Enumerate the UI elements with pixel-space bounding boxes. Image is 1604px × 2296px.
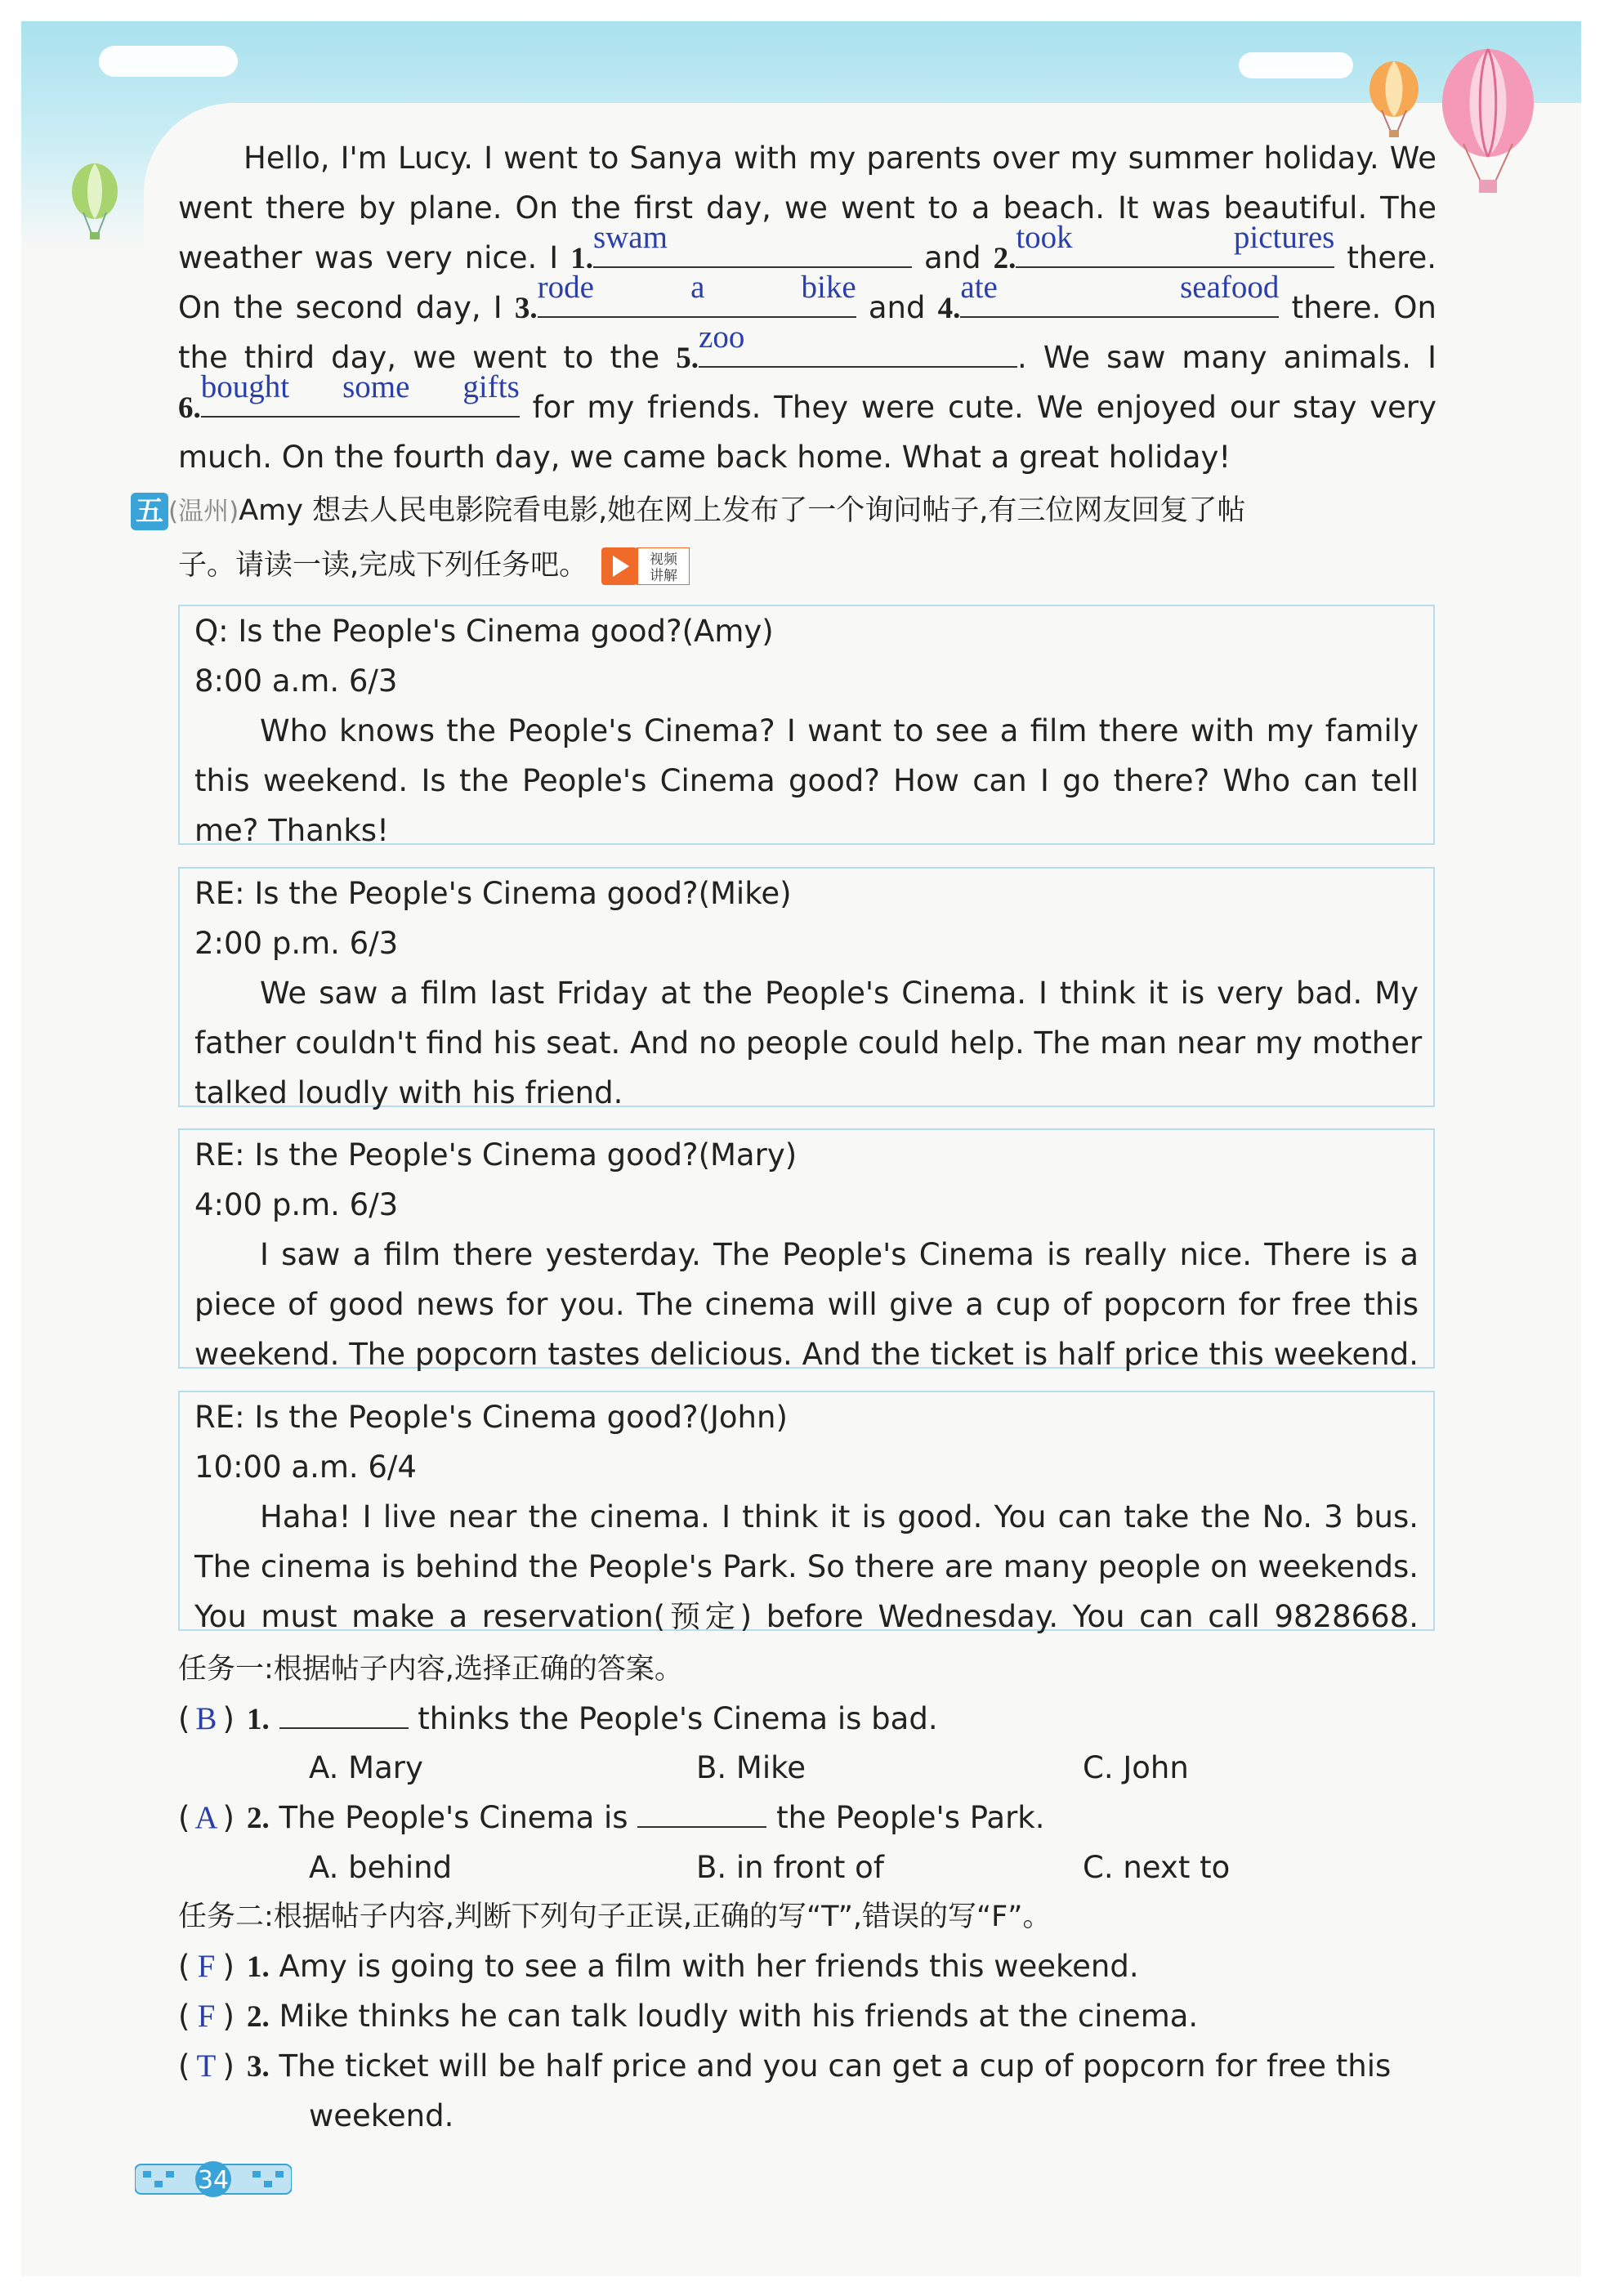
post-line: You must make a reservation(预定) before Wednesday. You can call 9828668. [194, 1599, 1419, 1634]
cloud-decoration [99, 46, 238, 77]
question-number: 1. [247, 1950, 270, 1984]
passage-text: weather was very nice. I [178, 240, 559, 275]
post-title: RE: Is the People's Cinema good?(Mike) [194, 876, 792, 911]
forum-post-john [178, 1391, 1435, 1634]
answer-blank-5 [699, 319, 1017, 368]
instruction-text: Amy 想去人民电影院看电影,她在网上发布了一个询问帖子,有三位网友回复了帖 [239, 494, 1246, 527]
question-blank [637, 1798, 766, 1828]
post-time: 4:00 p.m. 6/3 [194, 1187, 399, 1222]
passage-text: there. On [1291, 290, 1436, 325]
svg-text:讲解: 讲解 [650, 568, 678, 584]
passage-line-6 [178, 369, 1436, 433]
question-number: 3. [247, 2050, 270, 2084]
answer-text: F [197, 1949, 216, 1984]
answer-text: bought some gifts [200, 369, 520, 404]
post-title: RE: Is the People's Cinema good?(John) [194, 1400, 788, 1435]
statement-text: The ticket will be half price and you can get a cup of popcorn for free this [279, 2048, 1392, 2084]
passage-line-7: much. On the fourth day, we came back home. What a great holiday! [178, 440, 1231, 475]
answer-text: ate seafood [960, 270, 1280, 305]
video-lesson-icon[interactable] [601, 547, 690, 585]
passage-text: and [923, 240, 981, 275]
page-number-badge [135, 2161, 292, 2197]
option-b: B. in front of [696, 1850, 884, 1885]
question-text: the People's Park. [776, 1800, 1045, 1835]
answer-bracket: ( F ) [178, 1991, 247, 2041]
question-text: The People's Cinema is [279, 1800, 628, 1835]
question-text: thinks the People's Cinema is bad. [418, 1701, 938, 1736]
forum-post-amy [178, 605, 1435, 848]
passage-text: there. [1347, 240, 1437, 275]
passage-text: for my friends. They were cute. We enjoyed our stay very [532, 390, 1436, 425]
blank-number: 5. [676, 342, 699, 375]
option-c: C. John [1083, 1750, 1189, 1785]
post-line: this weekend. Is the People's Cinema good? How can I go there? Who can tell [194, 763, 1419, 798]
passage-text: and [868, 290, 926, 325]
blank-number: 4. [937, 292, 961, 325]
option-b: B. Mike [696, 1750, 806, 1785]
question-number: 2. [247, 1802, 270, 1835]
post-line: me? Thanks! [194, 813, 389, 848]
blank-number: 3. [514, 292, 538, 325]
cloud-decoration [1239, 52, 1353, 78]
post-line: Haha! I live near the cinema. I think it is good. You can take the No. 3 bus. [260, 1499, 1419, 1534]
task1-question-2 [178, 1793, 1044, 1843]
task2-item-3-continued: weekend. [309, 2098, 454, 2133]
post-line: I saw a film there yesterday. The People's Cinema is really nice. There is a [260, 1237, 1419, 1272]
question-number: 2. [247, 2000, 270, 2034]
passage-text: the third day, we went to the [178, 340, 660, 375]
answer-bracket: ( B ) [178, 1694, 247, 1744]
answer-blank-4 [960, 270, 1280, 318]
svg-text:视频: 视频 [650, 552, 678, 568]
section-heading-line-2 [178, 541, 690, 590]
passage-line-1: Hello, I'm Lucy. I went to Sanya with my parents over my summer holiday. We [244, 141, 1436, 176]
answer-blank-2 [1016, 220, 1335, 268]
option-a: A. behind [309, 1850, 453, 1885]
option-c: C. next to [1083, 1850, 1231, 1885]
post-line: talked loudly with his friend. [194, 1075, 623, 1110]
post-time: 2:00 p.m. 6/3 [194, 926, 399, 961]
answer-text: A [194, 1800, 218, 1835]
post-line: The cinema is behind the People's Park. So there are many people on weekends. [194, 1549, 1419, 1584]
section-number-badge: 五 [131, 493, 168, 530]
passage-line-2: went there by plane. On the first day, we went to a beach. It was beautiful. The [178, 190, 1436, 226]
green-balloon-icon [62, 160, 127, 250]
task2-item-2 [178, 1991, 1198, 2042]
post-line: piece of good news for you. The cinema will give a cup of popcorn for free this [194, 1287, 1419, 1322]
hot-air-balloon-icon [1427, 46, 1549, 209]
answer-bracket: ( A ) [178, 1793, 247, 1843]
answer-bracket: ( F ) [178, 1941, 247, 1991]
answer-bracket: ( T ) [178, 2041, 247, 2091]
blank-number: 2. [993, 242, 1016, 275]
post-title: Q: Is the People's Cinema good?(Amy) [194, 614, 774, 649]
task1-heading: 任务一:根据帖子内容,选择正确的答案。 [178, 1653, 683, 1686]
answer-blank-6 [200, 369, 520, 418]
answer-text: swam [592, 220, 668, 255]
post-time: 8:00 a.m. 6/3 [194, 663, 398, 699]
answer-blank-1 [592, 220, 912, 268]
passage-text: . We saw many animals. I [1017, 340, 1437, 375]
section-heading [131, 486, 1245, 536]
region-label: (温州) [168, 497, 239, 526]
answer-text: rode a bike [537, 270, 856, 305]
answer-blank-3 [537, 270, 856, 318]
post-line: We saw a film last Friday at the People's Cinema. I think it is very bad. My [260, 976, 1419, 1011]
post-line: father couldn't find his seat. And no people could help. The man near my mother [194, 1025, 1423, 1061]
forum-post-mike [178, 867, 1435, 1110]
post-time: 10:00 a.m. 6/4 [194, 1450, 417, 1485]
task2-item-1 [178, 1941, 1139, 1992]
post-line: Who knows the People's Cinema? I want to see a film there with my family [260, 713, 1419, 748]
option-a: A. Mary [309, 1750, 423, 1785]
answer-text: zoo [699, 319, 745, 355]
blank-number: 1. [570, 242, 593, 275]
task2-item-3 [178, 2041, 1391, 2092]
answer-text: B [195, 1701, 217, 1736]
answer-text: T [196, 2048, 217, 2084]
task1-question-1 [178, 1694, 938, 1744]
statement-text: Amy is going to see a film with her friends this weekend. [279, 1949, 1139, 1984]
answer-text: took pictures [1016, 220, 1335, 255]
task2-heading: 任务二:根据帖子内容,判断下列句子正误,正确的写“T”,错误的写“F”。 [178, 1901, 1052, 1933]
post-line: weekend. The popcorn tastes delicious. And the ticket is half price this weekend. [194, 1337, 1419, 1372]
statement-text: Mike thinks he can talk loudly with his friends at the cinema. [279, 1999, 1199, 2034]
answer-text: F [197, 1999, 216, 2034]
post-title: RE: Is the People's Cinema good?(Mary) [194, 1137, 798, 1173]
instruction-text: 子。请读一读,完成下列任务吧。 [178, 549, 588, 582]
forum-post-mary [178, 1128, 1435, 1372]
question-number: 1. [247, 1703, 270, 1736]
question-blank [279, 1700, 409, 1729]
page-number: 34 [197, 2166, 230, 2195]
blank-number: 6. [178, 391, 201, 425]
passage-text: On the second day, I [178, 290, 503, 325]
